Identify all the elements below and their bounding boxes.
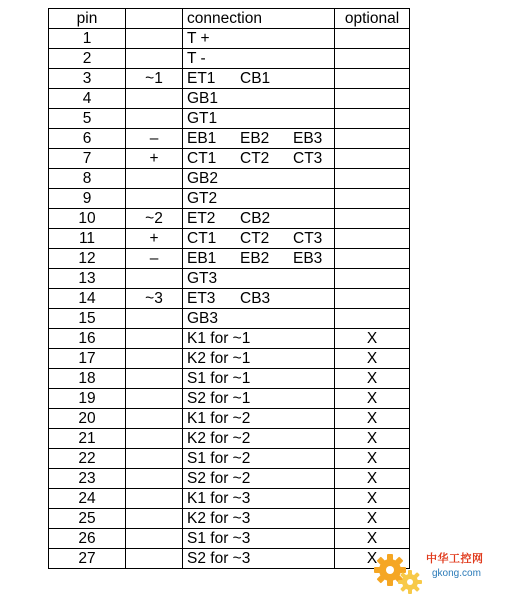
sign-cell xyxy=(126,29,183,49)
table-row xyxy=(49,89,410,109)
connection-terminal: ET1 xyxy=(187,69,216,87)
pin-cell: 2 xyxy=(49,49,126,69)
optional-cell xyxy=(335,69,410,89)
connection-terminal: GB2 xyxy=(187,169,219,187)
sign-cell: ~1 xyxy=(126,69,183,89)
connection-terminal: K2 for ~2 xyxy=(187,429,251,447)
optional-cell xyxy=(335,169,410,189)
connection-cell xyxy=(183,149,335,169)
sign-cell xyxy=(126,469,183,489)
connection-terminal: K2 for ~1 xyxy=(187,349,251,367)
table-row xyxy=(49,409,410,429)
table-row xyxy=(49,369,410,389)
optional-cell xyxy=(335,149,410,169)
optional-cell xyxy=(335,249,410,269)
pin-cell: 26 xyxy=(49,529,126,549)
connection-terminal: CT2 xyxy=(240,149,270,167)
optional-cell: X xyxy=(335,469,410,489)
connection-terminal: EB3 xyxy=(293,249,323,267)
connection-cell xyxy=(183,209,335,229)
table-row xyxy=(49,169,410,189)
connection-cell xyxy=(183,389,335,409)
table-row xyxy=(49,469,410,489)
pin-cell: 17 xyxy=(49,349,126,369)
connection-terminal: CT1 xyxy=(187,149,217,167)
pin-cell: 24 xyxy=(49,489,126,509)
sign-cell: ~3 xyxy=(126,289,183,309)
connection-terminal: S2 for ~2 xyxy=(187,469,251,487)
sign-cell xyxy=(126,449,183,469)
small-gear-icon xyxy=(398,570,422,594)
table-row xyxy=(49,189,410,209)
optional-cell: X xyxy=(335,549,410,569)
sign-cell xyxy=(126,169,183,189)
sign-cell: ~2 xyxy=(126,209,183,229)
header-pin: pin xyxy=(49,9,126,29)
table-row xyxy=(49,449,410,469)
sign-cell: – xyxy=(126,129,183,149)
optional-cell: X xyxy=(335,389,410,409)
connection-terminal: GT3 xyxy=(187,269,218,287)
optional-cell xyxy=(335,229,410,249)
sign-cell xyxy=(126,529,183,549)
table-row xyxy=(49,489,410,509)
table-row xyxy=(49,269,410,289)
optional-cell: X xyxy=(335,409,410,429)
table-row xyxy=(49,329,410,349)
table-row xyxy=(49,129,410,149)
connection-terminal: CB2 xyxy=(240,209,271,227)
table-row xyxy=(49,549,410,569)
table-row xyxy=(49,209,410,229)
optional-cell xyxy=(335,289,410,309)
pin-cell: 11 xyxy=(49,229,126,249)
header-sign xyxy=(126,9,183,29)
connection-cell xyxy=(183,109,335,129)
connection-terminal: EB2 xyxy=(240,249,270,267)
optional-cell xyxy=(335,49,410,69)
connection-cell xyxy=(183,549,335,569)
table-row xyxy=(49,509,410,529)
pin-cell: 10 xyxy=(49,209,126,229)
connection-terminal: EB2 xyxy=(240,129,270,147)
connection-cell xyxy=(183,49,335,69)
connection-terminal: ET2 xyxy=(187,209,216,227)
connection-cell xyxy=(183,269,335,289)
watermark-text: 中华工控网 xyxy=(426,553,484,565)
connection-cell xyxy=(183,229,335,249)
optional-cell: X xyxy=(335,429,410,449)
pin-cell: 21 xyxy=(49,429,126,449)
connection-terminal: K1 for ~3 xyxy=(187,489,251,507)
gear-icon xyxy=(372,544,432,600)
sign-cell xyxy=(126,329,183,349)
pin-cell: 13 xyxy=(49,269,126,289)
pin-cell: 19 xyxy=(49,389,126,409)
pin-cell: 5 xyxy=(49,109,126,129)
table-row xyxy=(49,249,410,269)
connection-cell xyxy=(183,529,335,549)
optional-cell: X xyxy=(335,529,410,549)
connection-terminal: GT1 xyxy=(187,109,218,127)
sign-cell xyxy=(126,349,183,369)
connection-terminal: K2 for ~3 xyxy=(187,509,251,527)
optional-cell: X xyxy=(335,509,410,529)
connection-cell xyxy=(183,29,335,49)
connection-cell xyxy=(183,89,335,109)
sign-cell: + xyxy=(126,229,183,249)
pin-cell: 20 xyxy=(49,409,126,429)
connection-cell xyxy=(183,309,335,329)
header-optional: optional xyxy=(335,9,410,29)
sign-cell xyxy=(126,309,183,329)
pin-cell: 9 xyxy=(49,189,126,209)
table-row xyxy=(49,29,410,49)
table-body xyxy=(49,29,410,569)
connection-terminal: CB3 xyxy=(240,289,271,307)
sign-cell xyxy=(126,429,183,449)
pin-connection-table xyxy=(48,8,410,569)
sign-cell xyxy=(126,509,183,529)
optional-cell xyxy=(335,29,410,49)
table-header-row xyxy=(49,9,410,29)
sign-cell xyxy=(126,49,183,69)
sign-cell xyxy=(126,409,183,429)
connection-terminal: S1 for ~3 xyxy=(187,529,251,547)
connection-cell xyxy=(183,429,335,449)
connection-terminal: CT3 xyxy=(293,229,323,247)
connection-cell xyxy=(183,409,335,429)
connection-cell xyxy=(183,249,335,269)
pin-cell: 4 xyxy=(49,89,126,109)
optional-cell xyxy=(335,269,410,289)
connection-terminal: EB1 xyxy=(187,129,217,147)
watermark-url: gkong.com xyxy=(432,568,481,579)
optional-cell xyxy=(335,309,410,329)
optional-cell: X xyxy=(335,349,410,369)
optional-cell: X xyxy=(335,329,410,349)
pin-cell: 18 xyxy=(49,369,126,389)
connection-cell xyxy=(183,349,335,369)
connection-terminal: CB1 xyxy=(240,69,271,87)
sign-cell xyxy=(126,549,183,569)
table-row xyxy=(49,69,410,89)
connection-cell xyxy=(183,449,335,469)
table-row xyxy=(49,109,410,129)
pin-cell: 6 xyxy=(49,129,126,149)
optional-cell xyxy=(335,129,410,149)
optional-cell xyxy=(335,209,410,229)
pin-cell: 27 xyxy=(49,549,126,569)
connection-terminal: T + xyxy=(187,29,210,47)
optional-cell: X xyxy=(335,369,410,389)
connection-terminal: EB3 xyxy=(293,129,323,147)
sign-cell xyxy=(126,109,183,129)
pin-cell: 23 xyxy=(49,469,126,489)
sign-cell xyxy=(126,189,183,209)
optional-cell xyxy=(335,189,410,209)
connection-terminal: K1 for ~2 xyxy=(187,409,251,427)
connection-cell xyxy=(183,489,335,509)
connection-terminal: S1 for ~2 xyxy=(187,449,251,467)
optional-cell: X xyxy=(335,449,410,469)
connection-terminal: GT2 xyxy=(187,189,218,207)
pin-cell: 16 xyxy=(49,329,126,349)
connection-terminal: ET3 xyxy=(187,289,216,307)
pin-cell: 22 xyxy=(49,449,126,469)
table-row xyxy=(49,289,410,309)
connection-terminal: GB1 xyxy=(187,89,219,107)
sign-cell xyxy=(126,89,183,109)
connection-cell xyxy=(183,469,335,489)
sign-cell xyxy=(126,269,183,289)
connection-terminal: T - xyxy=(187,49,206,67)
connection-terminal: S2 for ~3 xyxy=(187,549,251,567)
connection-terminal: S2 for ~1 xyxy=(187,389,251,407)
connection-cell xyxy=(183,189,335,209)
table-row xyxy=(49,349,410,369)
connection-terminal: CT2 xyxy=(240,229,270,247)
pin-cell: 8 xyxy=(49,169,126,189)
sign-cell: + xyxy=(126,149,183,169)
table-row xyxy=(49,229,410,249)
sign-cell xyxy=(126,389,183,409)
pin-cell: 7 xyxy=(49,149,126,169)
watermark-logo xyxy=(372,544,502,600)
connection-terminal: CT3 xyxy=(293,149,323,167)
sign-cell xyxy=(126,489,183,509)
table-row xyxy=(49,429,410,449)
connection-cell xyxy=(183,509,335,529)
connection-cell xyxy=(183,69,335,89)
pin-cell: 25 xyxy=(49,509,126,529)
table-row xyxy=(49,309,410,329)
table-row xyxy=(49,149,410,169)
pin-cell: 14 xyxy=(49,289,126,309)
connection-terminal: GB3 xyxy=(187,309,219,327)
connection-terminal: K1 for ~1 xyxy=(187,329,251,347)
connection-terminal: EB1 xyxy=(187,249,217,267)
pin-cell: 3 xyxy=(49,69,126,89)
sign-cell xyxy=(126,369,183,389)
pin-cell: 12 xyxy=(49,249,126,269)
optional-cell xyxy=(335,89,410,109)
table-row xyxy=(49,529,410,549)
connection-terminal: S1 for ~1 xyxy=(187,369,251,387)
pin-cell: 15 xyxy=(49,309,126,329)
sign-cell: – xyxy=(126,249,183,269)
optional-cell xyxy=(335,109,410,129)
connection-cell xyxy=(183,289,335,309)
table-row xyxy=(49,389,410,409)
optional-cell: X xyxy=(335,489,410,509)
table-row xyxy=(49,49,410,69)
connection-cell xyxy=(183,169,335,189)
connection-cell xyxy=(183,129,335,149)
pin-cell: 1 xyxy=(49,29,126,49)
connection-terminal: CT1 xyxy=(187,229,217,247)
connection-cell xyxy=(183,329,335,349)
header-connection: connection xyxy=(183,9,335,29)
connection-cell xyxy=(183,369,335,389)
